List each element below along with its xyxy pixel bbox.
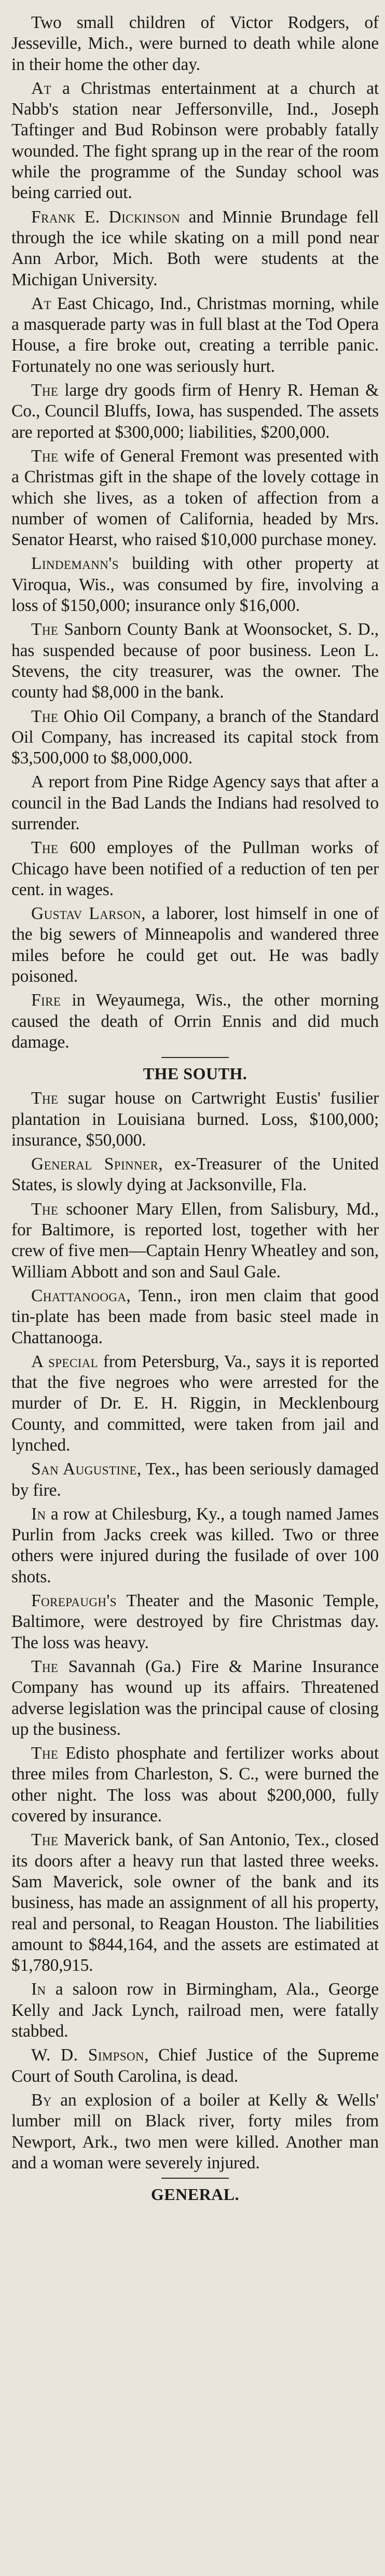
- news-item-lead: Lindemann's: [31, 554, 119, 574]
- news-item-text: , Tex., has been seriously damaged by fire.: [11, 1459, 379, 1500]
- news-item-text: and Minnie Brundage fell through the ice while skating on a mill pond near Ann Arbor, Mich. Both were students at the Michigan University.: [11, 207, 379, 289]
- news-item-text: large dry goods firm of Henry R. Heman & Co., Council Bluffs, Iowa, has suspended. The assets are reported at $300,000; liabilities, $200,000.: [11, 381, 379, 442]
- news-item-lead: The: [31, 1830, 59, 1850]
- news-item: [11, 838, 379, 900]
- news-item: [11, 1979, 379, 2042]
- news-item: [11, 903, 379, 987]
- news-item-lead: Frank E. Dickinson: [31, 207, 181, 227]
- news-item-lead: Chattanooga: [31, 1286, 127, 1305]
- news-item-text: , a laborer, lost himself in one of the big sewers of Minneapolis and wandered three miles before he could get out. He was badly poisoned.: [11, 904, 379, 986]
- news-item-lead: In: [31, 1504, 46, 1524]
- news-item-text: in Weyaumega, Wis., the other morning caused the death of Orrin Ennis and did much damage.: [11, 991, 379, 1052]
- news-items-north: [11, 12, 379, 1053]
- news-item-lead: The: [31, 1089, 59, 1108]
- news-item-text: 600 employes of the Pullman works of Chicago have been notified of a reduction of ten per cent. in wages.: [11, 838, 379, 899]
- news-item-lead: Forepaugh's: [31, 1591, 117, 1611]
- news-item-lead: In: [31, 1980, 46, 1999]
- news-item-text: an explosion of a boiler at Kelly & Wells' lumber mill on Black river, forty miles from Newport, Ark., two men were killed. Another man and a woman were severely injured.: [11, 2090, 379, 2173]
- news-item: [11, 553, 379, 616]
- section-heading-south: THE SOUTH.: [143, 1064, 248, 1083]
- news-item-lead: The: [31, 1656, 59, 1676]
- news-item: [11, 78, 379, 204]
- news-item-lead: A: [31, 772, 44, 792]
- news-item-lead: The: [31, 620, 59, 639]
- news-item: [11, 1286, 379, 1348]
- news-item-text: Two small children of Victor Rodgers, of Jesseville, Mich., were burned to death while alone in their home the other day.: [11, 13, 379, 74]
- news-item-lead: The: [31, 1199, 59, 1219]
- news-item-lead: By: [31, 2090, 52, 2110]
- news-items-south: [11, 1088, 379, 2174]
- news-item-text: sugar house on Cartwright Eustis' fusilier plantation in Louisiana burned. Loss, $100,000; insurance, $50,000.: [11, 1089, 379, 1150]
- news-item: [11, 1352, 379, 1456]
- news-item-text: Maverick bank, of San Antonio, Tex., closed its doors after a heavy run that lasted three weeks. Sam Maverick, sole owner of the bank and its business, has made an assignment of all his property, real and personal, to Reagan Houston. The liabilities amount to $844,164, and the assets are estimated at $1,780,915.: [11, 1830, 379, 1975]
- news-item: [11, 380, 379, 443]
- news-item: [11, 294, 379, 377]
- news-item-text: Sanborn County Bank at Woonsocket, S. D., has suspended because of poor business. Leon L. Stevens, the city treasurer, was the owner. The county had $8,000 in the bank.: [11, 620, 379, 702]
- news-item: [11, 1504, 379, 1588]
- news-item-text: , Chief Justice of the Supreme Court of South Carolina, is dead.: [11, 2045, 379, 2086]
- news-item: [11, 1743, 379, 1827]
- newspaper-column: [11, 0, 379, 2576]
- news-item-text: a row at Chilesburg, Ky., a tough named James Purlin from Jacks creek was killed. Two or three others were injured during the fusilade of over 100 shots.: [11, 1504, 379, 1586]
- news-item-text: East Chicago, Ind., Christmas morning, while a masquerade party was in full blast at the Tod Opera House, a fire broke out, creating a terrible panic. Fortunately no one was seriously hurt.: [11, 294, 379, 376]
- news-item-lead: The: [31, 706, 59, 726]
- news-item-lead: At: [31, 78, 52, 98]
- news-item-text: Savannah (Ga.) Fire & Marine Insurance Company has wound up its affairs. Threatened adverse legislation was the principal cause of closing up the business.: [11, 1656, 379, 1739]
- news-item-lead: Fire: [31, 991, 61, 1010]
- news-item-lead: A special: [31, 1352, 99, 1371]
- news-item-text: , ex-Treasurer of the United States, is slowly dying at Jacksonville, Fla.: [11, 1154, 379, 1195]
- news-item: [11, 1830, 379, 1976]
- news-item: [11, 1459, 379, 1501]
- news-item: [11, 1656, 379, 1740]
- section-rule: [161, 2178, 229, 2179]
- section-heading-general: GENERAL.: [150, 2185, 240, 2204]
- news-item-text: building with other property at Viroqua, Wis., was consumed by fire, involving a loss of $150,000; insurance only $16,000.: [11, 554, 379, 616]
- news-item-text: Ohio Oil Company, a branch of the Standard Oil Company, has increased its capital stock from $3,500,000 to $8,000,000.: [11, 706, 379, 768]
- news-item-text: report from Pine Ridge Agency says that after a council in the Bad Lands the Indians had resolved to surrender.: [11, 772, 379, 833]
- news-item-text: from Petersburg, Va., says it is reported that the five negroes who were arrested for the murder of Dr. E. H. Riggin, in Mecklenbourg County, and committed, were taken from jail and lynched.: [11, 1352, 379, 1455]
- news-item-lead: At: [31, 294, 52, 313]
- news-item-text: , Tenn., iron men claim that good tin-plate has been made from basic steel made in Chattanooga.: [11, 1286, 379, 1347]
- news-item: [11, 772, 379, 834]
- news-item-text: a saloon row in Birmingham, Ala., George Kelly and Jack Lynch, railroad men, were fatally stabbed.: [11, 1980, 379, 2041]
- news-item-text: Edisto phosphate and fertilizer works about three miles from Charleston, S. C., were burned the other night. The loss was about $200,000, fully covered by insurance.: [11, 1744, 379, 1826]
- news-item: [11, 1591, 379, 1653]
- news-item: [11, 706, 379, 769]
- news-item: [11, 446, 379, 550]
- news-item-text: Theater and the Masonic Temple, Baltimore, were destroyed by fire Christmas day. The loss was heavy.: [11, 1591, 379, 1652]
- news-item: [11, 2045, 379, 2087]
- news-item: [11, 207, 379, 290]
- news-item-lead: Gustav Larson: [31, 904, 142, 924]
- news-item: [11, 1088, 379, 1151]
- news-item-lead: The: [31, 446, 59, 466]
- news-item: [11, 1154, 379, 1196]
- news-item-lead: The: [31, 1744, 59, 1763]
- news-item: [11, 619, 379, 703]
- section-rule: [161, 1057, 229, 1058]
- news-item-lead: The: [31, 381, 59, 400]
- news-item-text: wife of General Fremont was presented with a Christmas gift in the shape of the lovely cottage in which she lives, as a token of affection from a number of women of California, headed by Mrs. Senator Hearst, who raised $10,000 purchase money.: [11, 446, 379, 550]
- news-item-lead: General Spinner: [31, 1154, 159, 1174]
- news-item-lead: W. D. Simpson: [31, 2045, 145, 2065]
- news-item-text: schooner Mary Ellen, from Salisbury, Md., for Baltimore, is reported lost, together with her crew of five men—Captain Henry Wheatley and son, William Abbott and son and Saul Gale.: [11, 1199, 379, 1282]
- news-item: [11, 1199, 379, 1283]
- news-item-text: a Christmas entertainment at a church at Nabb's station near Jeffersonville, Ind., Joseph Taftinger and Bud Robinson were probably fatally wounded. The fight sprang up in the rear of the room while the programme of the Sunday school was being carried out.: [11, 78, 379, 203]
- news-item-lead: San Augustine: [31, 1459, 137, 1479]
- news-item: [11, 990, 379, 1053]
- news-item: [11, 12, 379, 75]
- news-item: [11, 2090, 379, 2174]
- news-item-lead: The: [31, 838, 59, 858]
